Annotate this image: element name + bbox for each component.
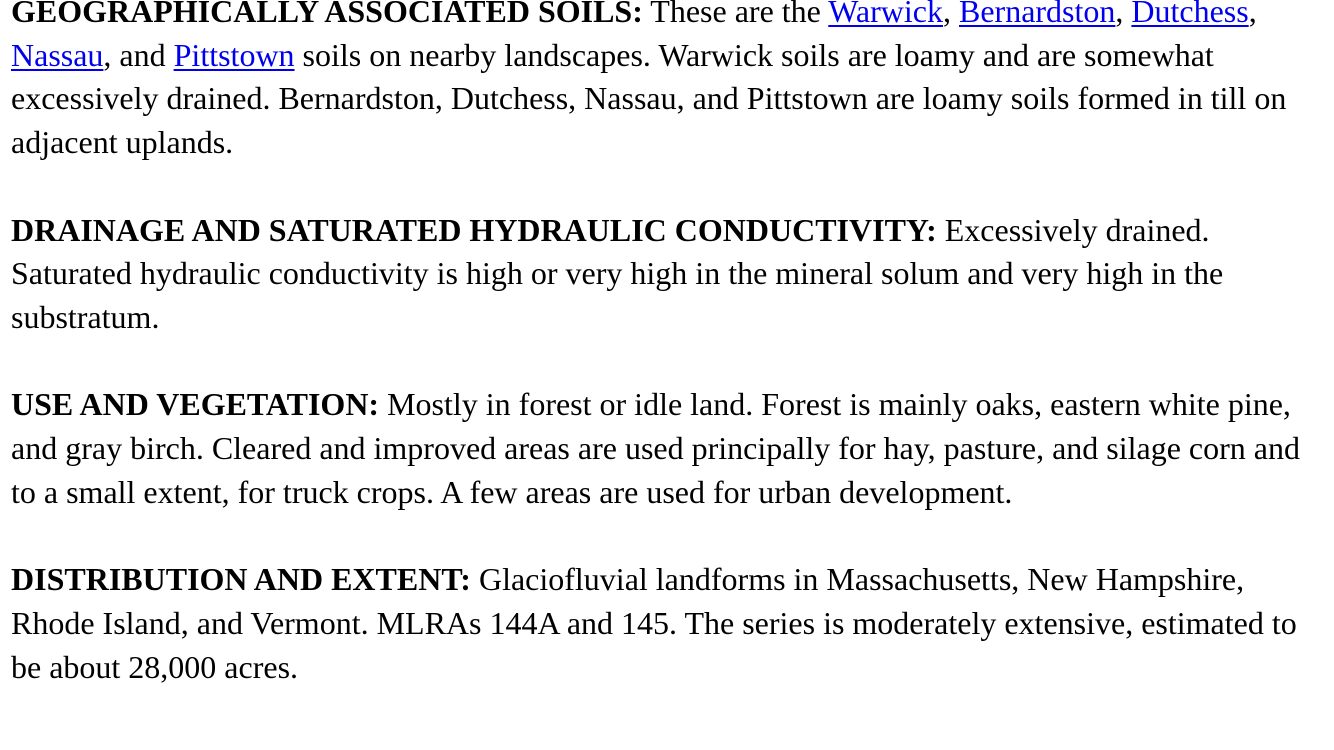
use-vegetation-text: Mostly in forest or idle land. Forest is mainly oaks, eastern white pine, and gray birch. Cleared and improved areas are used principally for hay, pasture, and silage corn and to a small extent, for truck crops. A few areas are used for urban development. xyxy=(11,386,1300,510)
document-body xyxy=(11,0,1329,689)
use-vegetation-paragraph xyxy=(11,383,1329,514)
distribution-paragraph xyxy=(11,558,1329,689)
associated-soils-paragraph: GEOGRAPHICALLY ASSOCIATED SOILS: These are the Warwick, Bernardston, Dutchess, Nassau, and Pittstown soils on nearby landscapes. Warwick soils are loamy and are somewhat excessively drained. Bernardston, Dutchess, Nassau, and Pittstown are loamy soils formed in till on adjacent uplands. xyxy=(11,0,1329,165)
drainage-heading: DRAINAGE AND SATURATED HYDRAULIC CONDUCTIVITY: xyxy=(11,211,937,248)
bernardston-link[interactable]: Bernardston xyxy=(958,0,1116,29)
nassau-link[interactable]: Nassau xyxy=(11,36,104,73)
associated-soils-text: soils on nearby landscapes. Warwick soils are loamy and are somewhat excessively drained. Bernardston, Dutchess, Nassau, and Pittstown are loamy soils formed in till on adjacent uplands. xyxy=(11,36,1287,161)
drainage-text: Excessively drained. Saturated hydraulic conductivity is high or very high in the mineral solum and very high in the substratum. xyxy=(11,211,1224,335)
warwick-link[interactable]: Warwick xyxy=(828,0,943,29)
distribution-text: Glaciofluvial landforms in Massachusetts, New Hampshire, Rhode Island, and Vermont. MLRAs 144A and 145. The series is moderately extensive, estimated to be about 28,000 acres. xyxy=(11,561,1297,685)
dutchess-link[interactable]: Dutchess xyxy=(1131,0,1249,29)
distribution-heading: DISTRIBUTION AND EXTENT: xyxy=(11,561,471,598)
associated-soils-heading: GEOGRAPHICALLY ASSOCIATED SOILS: xyxy=(11,0,643,29)
use-vegetation-heading: USE AND VEGETATION: xyxy=(11,386,380,423)
pittstown-link[interactable]: Pittstown xyxy=(173,36,295,73)
associated-soils-intro: These are the xyxy=(650,0,821,29)
drainage-paragraph xyxy=(11,209,1329,340)
